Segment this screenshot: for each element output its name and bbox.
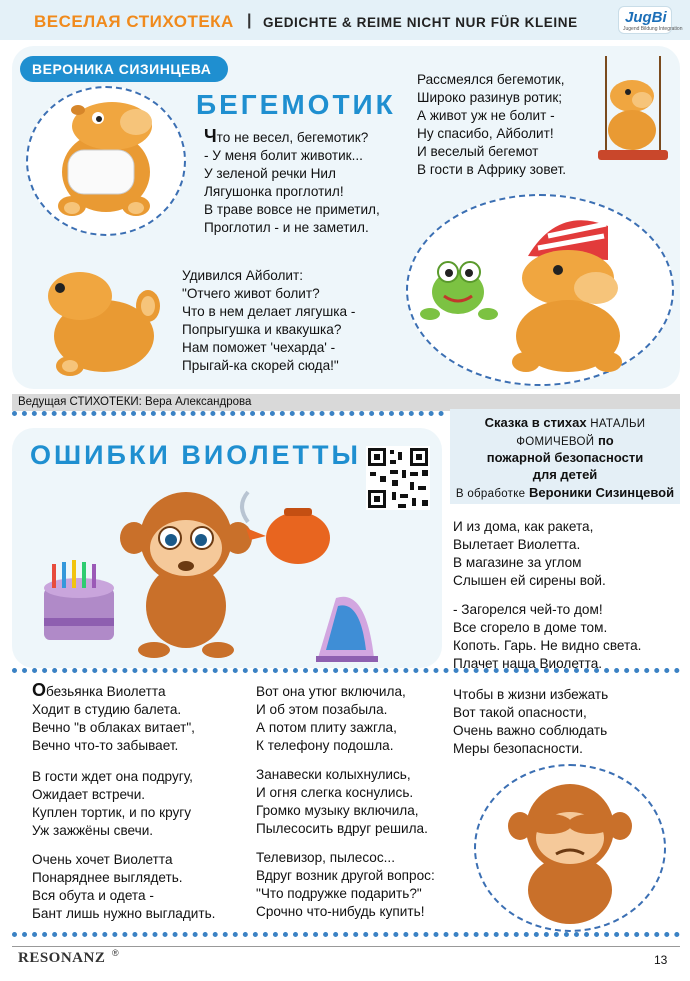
birthday-cake: [44, 560, 114, 640]
info-line-3: пожарной безопасности: [486, 450, 644, 465]
page-header: [0, 0, 690, 40]
poem-monkey-col3-stanza-1: И из дома, как ракета, Вылетает Виолетта. В магазине за углом Слышен ей сирены вой.: [453, 519, 606, 588]
poem-title-hippo: БЕГЕМОТИК: [196, 89, 396, 120]
story-info-box: [450, 409, 680, 504]
hippo-hat-frog-illustration-frame: [406, 194, 674, 386]
registered-mark: ®: [112, 948, 119, 958]
dropcap: Ч: [204, 126, 217, 146]
page-number: 13: [654, 953, 668, 967]
section-subtitle: GEDICHTE & REIME NICHT NUR FÜR KLEINE: [263, 15, 578, 30]
poem-title-monkey: ОШИБКИ ВИОЛЕТТЫ: [30, 440, 361, 470]
info-line-5: В обработке Вероники Сизинцевой: [455, 485, 675, 500]
stanza-text: то не весел, бегемотик? - У меня болит животик... У зеленой речки Нил Лягушонка проглотил! В траве вовсе не приметил, Проглотил - и не заметил.: [204, 130, 380, 235]
logo-wordmark: JugBi: [625, 9, 667, 26]
poem-monkey-col1-stanza-2: В гости ждет она подругу, Ожидает встречи. Куплен тортик, и по кругу Уж зажжёны свечи.: [32, 769, 193, 838]
poem-monkey-col3-stanza-2: - Загорелся чей-то дом! Все сгорело в доме том. Копоть. Гарь. Не видно света. Плачет наша Виолетта.: [453, 602, 642, 671]
dotted-divider: [12, 932, 680, 937]
info-line-1: Сказка в стихах НАТАЛЬИ: [484, 415, 646, 430]
monkey-violetta: [120, 492, 252, 658]
hippo-swing-illustration: [592, 56, 674, 174]
hippo-with-hat: [512, 220, 622, 372]
hippo-pillow-illustration-frame: [26, 86, 186, 236]
section-title: ВЕСЕЛАЯ СТИХОТЕКА: [34, 12, 234, 31]
jugbi-logo: [618, 6, 683, 34]
poem-monkey-col3-stanza-3: Чтобы в жизни избежать Вот такой опасности, Очень важно соблюдать Меры безопасности.: [453, 687, 609, 756]
info-line-4: для детей: [532, 467, 598, 482]
poem-monkey-col2-stanza-2: Занавески колыхнулись, И огня слегка коснулись. Громко музыку включила, Пылесосить вдруг решила.: [256, 767, 428, 836]
dotted-divider: [12, 411, 444, 416]
kettle-icon: [242, 492, 330, 564]
iron-icon: [316, 597, 378, 662]
author-badge: ВЕРОНИКА СИЗИНЦЕВА: [20, 56, 228, 82]
poem-monkey-col2-stanza-3: Телевизор, пылесос... Вдруг возник другой вопрос: "Что подружке подарить?" Срочно что-нибудь купить!: [256, 850, 435, 919]
monkey-scene-illustration: [36, 478, 386, 664]
hippo-lying-illustration: [30, 266, 170, 386]
hippo-hat-frog-illustration: [408, 196, 672, 384]
logo-tagline: Jugend Bildung Integration: [623, 26, 683, 32]
info-line-2: ФОМИЧЕВОЙ по: [516, 433, 614, 448]
header-separator: |: [247, 12, 252, 29]
dropcap: О: [32, 680, 47, 700]
publisher-logo: RESONANZ: [18, 950, 106, 966]
poem-hippo-stanza-2: Удивился Айболит: "Отчего живот болит? Что в нем делает лягушка - Попрыгушка и квакушка? Нам поможет 'чехарда' - Прыгай-ка скорей сюда!": [182, 268, 356, 373]
stanza-text: безьянка Виолетта Ходит в студию балета. Вечно "в облаках витает", Вечно что-то забывает.: [32, 684, 195, 753]
poem-monkey-col2-stanza-1: Вот она утюг включила, И об этом позабыла. А потом плиту зажгла, К телефону подошла.: [256, 684, 406, 753]
frog-illustration: [420, 262, 498, 320]
poem-monkey-col1-stanza-3: Очень хочет Виолетта Понаряднее выглядеть. Вся обута и одета - Бант лишь нужно выгладить.: [32, 852, 216, 921]
poem-monkey-col1-stanza-1: [32, 681, 195, 755]
hippo-pillow-illustration: [28, 88, 184, 234]
poem-hippo-stanza-3: Рассмеялся бегемотик, Широко разинув ротик; А живот уж не болит - Ну спасибо, Айболит! И веселый бегемот В гости в Африку зовет.: [417, 72, 566, 177]
poem-hippo-stanza-1: [204, 127, 380, 237]
footer-rule: [12, 946, 680, 947]
host-credit: Ведущая СТИХОТЕКИ: Вера Александрова: [18, 396, 252, 408]
monkey-crying-illustration: [476, 766, 664, 930]
monkey-crying-illustration-frame: [474, 764, 666, 932]
